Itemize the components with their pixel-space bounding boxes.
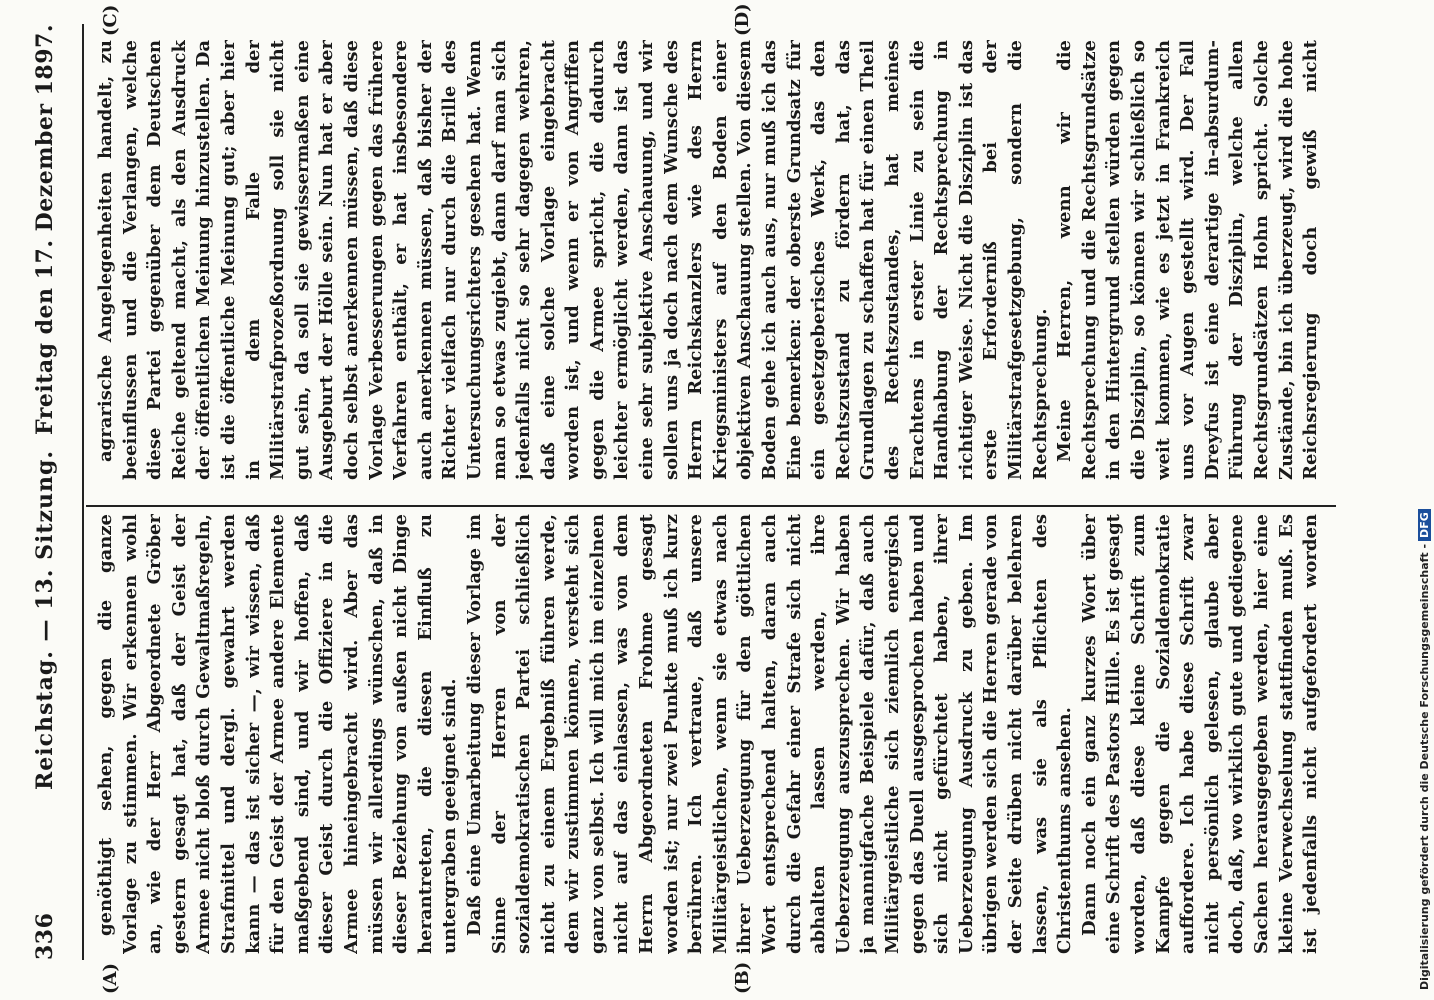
paragraph: genöthigt sehen, gegen die ganze Vorlage zu stimmen. Wir erkennen wohl an, wie der Herr Abgeordnete Gröber gestern gesagt hat, daß der Geist der Armee nicht bloß durch Gewaltmaßregeln, Strafmittel und dergl. gewahrt werden kann — das ist sicher —, wir wissen, daß für den Geist der Armee andere Elemente maßgebend sind, und wir hoffen, daß dieser Geist durch die Offiziere in die Armee hineingebracht wird. Aber das müssen wir allerdings wünschen, daß in dieser Beziehung von außen nicht Dinge herantreten, die diesen Einfluß zu untergraben geeignet sind. — [95, 514, 461, 954]
paragraph: Daß eine Umarbeitung dieser Vorlage im Sinne der Herren von der sozialdemokratischen Partei schließlich nicht zu einem Ergebniß führen werde, dem wir zustimmen können, versteht sich ganz von selbst. Ich will mich im einzelnen nicht auf das einlassen, was von dem Herrn Abgeordneten Frohme gesagt worden ist; nur zwei Punkte muß ich kurz berühren. Ich vertraue, daß unsere Militärgeistlichen, wenn sie etwas nach ihrer Ueberzeugung für den göttlichen Wort entsprechend halten, daran auch durch die Gefahr einer Strafe sich nicht abhalten lassen werden, ihre Ueberzeugung auszusprechen. Wir haben ja mannigfache Beispiele dafür, daß auch Militärgeistliche sich ziemlich energisch gegen das Duell ausgesprochen haben und sich nicht gefürchtet haben, ihrer Ueberzeugung Ausdruck zu geben. Im übrigen werden sich die Herren gerade von der Seite drüben nicht darüber belehren lassen, was sie als Pflichten des Christenthums ansehen. — [463, 514, 1076, 954]
session-title: Reichstag. — 13. Sitzung. — [32, 449, 58, 790]
dfg-logo: DFG — [1418, 509, 1431, 541]
header-rule — [82, 24, 84, 960]
left-column — [94, 514, 1324, 954]
digitization-credit — [1418, 30, 1431, 990]
page-number: 336 — [32, 912, 58, 960]
margin-marker-c: (C) — [100, 4, 121, 36]
credit-text: Digitalisierung gefördert durch die Deutsche Forschungsgemeinschaft - — [1418, 543, 1431, 990]
margin-marker-a: (A) — [100, 963, 121, 994]
paragraph: Meine Herren, wenn wir die Rechtsprechung und die Rechtsgrundsätze in den Hintergrund stellen würden gegen die Disziplin, so können wir schließlich so weit kommen, wie es jetzt in Frankreich uns vor Augen gestellt wird. Der Fall Dreyfus ist eine derartige in-absurdum-Führung der Disziplin, welche allen Rechtsgrundsätzen Hohn spricht. Solche Zustände, bin ich überzeugt, wird die hohe Reichsregierung doch gewiß nicht — [1054, 40, 1322, 480]
right-column — [94, 40, 1324, 480]
page-header — [18, 24, 80, 960]
margin-marker-d: (D) — [732, 3, 753, 36]
paragraph: Dann noch ein ganz kurzes Wort über eine Schrift des Pastors Hille. Es ist gesagt worden, daß diese kleine Schrift zum Kampfe gegen die Sozialdemokratie auffordere. Ich habe diese Schrift zwar nicht persönlich gelesen, glaube aber doch, daß, wo wirklich gute und gediegene Sachen herausgegeben werden, hier eine kleine Verwechselung stattfinden muß. Es ist jedenfalls nicht aufgefordert worden — [1078, 514, 1322, 954]
paragraph: agrarische Angelegenheiten handelt, zu beeinflussen und die Verlangen, welche diese Partei gegenüber dem Deutschen Reiche geltend macht, als den Ausdruck der öffentlichen Meinung hinzustellen. Da ist die öffentliche Meinung gut; aber hier in dem Falle der Militärstrafprozeßordnung soll sie nicht gut sein, da soll sie gewissermaßen eine Ausgeburt der Hölle sein. Nun hat er aber doch selbst anerkennen müssen, daß diese Vorlage Verbesserungen gegen das frühere Verfahren enthält, er hat insbesondere auch anerkennen müssen, daß bisher der Richter vielfach nur durch die Brille des Untersuchungsrichters gesehen hat. Wenn man so etwas zugiebt, dann darf man sich jedenfalls nicht so sehr dagegen wehren, daß eine solche Vorlage eingebracht worden ist, und wenn er von Angriffen gegen die Armee spricht, die dadurch leichter ermöglicht werden, dann ist das eine sehr subjektive Anschauung, und wir sollen uns ja doch nach dem Wunsche des Herrn Reichskanzlers wie des Herrn Kriegsministers auf den Boden einer objektiven Anschauung stellen. Von diesem Boden gehe ich auch aus, nur muß ich das Eine bemerken: der oberste Grundsatz für ein gesetzgeberisches Werk, das den Rechtszustand zu fördern hat, das Grundlagen zu schaffen hat für einen Theil des Rechtszustandes, hat meines Erachtens in erster Linie zu sein die Handhabung der Rechtsprechung in richtiger Weise. Nicht die Disziplin ist das erste Erforderniß bei der Militärstrafgesetzgebung, sondern die Rechtsprechung. — [95, 40, 1051, 480]
margin-marker-b: (B) — [732, 961, 753, 994]
column-divider — [86, 505, 1336, 507]
session-date: Freitag den 17. Dezember 1897. — [32, 24, 58, 435]
